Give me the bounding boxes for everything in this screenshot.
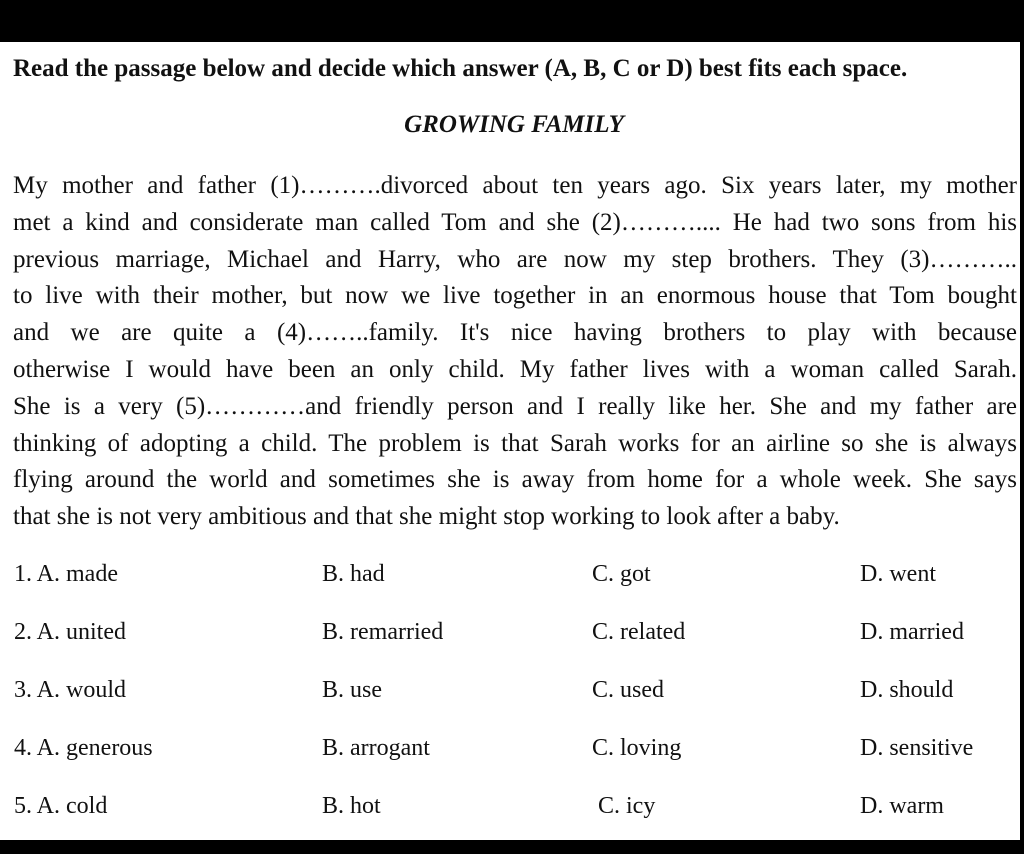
instruction-text: Read the passage below and decide which answer (A, B, C or D) best fits each space. [13, 55, 908, 82]
question-2-row [0, 612, 1020, 670]
answer-options [0, 554, 1020, 840]
question-3-option-d: D. should [860, 677, 954, 703]
passage-line: My mother and father (1)……….divorced about ten years ago. Six years later, my mother [13, 172, 1017, 199]
question-3-row [0, 670, 1020, 728]
passage-text [13, 168, 1017, 536]
question-2-option-a: 2. A. united [14, 619, 126, 645]
passage-line: met a kind and considerate man called Tom and she (2)……….... He had two sons from his [13, 208, 1017, 236]
question-5-row [0, 786, 1020, 840]
question-5-option-a: 5. A. cold [14, 793, 108, 819]
question-3-option-c: C. used [592, 677, 664, 703]
question-5-option-b: B. hot [322, 793, 381, 819]
question-4-row [0, 728, 1020, 786]
question-1-option-d: D. went [860, 561, 936, 587]
question-1-option-c: C. got [592, 561, 651, 587]
passage-title: GROWING FAMILY [404, 111, 624, 138]
passage-line: previous marriage, Michael and Harry, who are now my step brothers. They (3)……….. [13, 245, 1017, 273]
question-4-option-d: D. sensitive [860, 735, 974, 761]
question-1-option-a: 1. A. made [14, 561, 118, 587]
question-1-row [0, 554, 1020, 612]
passage-line: to live with their mother, but now we live together in an enormous house that Tom bought [13, 282, 1017, 310]
worksheet-page [0, 42, 1020, 840]
question-4-option-c: C. loving [592, 735, 682, 761]
question-5-option-d: D. warm [860, 793, 944, 819]
passage-line: She is a very (5)…………and friendly person and I really like her. She and my father are [13, 392, 1017, 420]
passage-line: thinking of adopting a child. The problem is that Sarah works for an airline so she is always [13, 429, 1017, 457]
question-2-option-c: C. related [592, 619, 686, 645]
question-1-option-b: B. had [322, 561, 385, 587]
question-5-option-c: C. icy [598, 793, 656, 819]
question-4-option-b: B. arrogant [322, 735, 430, 761]
passage-line: flying around the world and sometimes she is away from home for a whole week. She says [13, 466, 1017, 494]
passage-line: otherwise I would have been an only child. My father lives with a woman called Sarah. [13, 355, 1017, 383]
question-4-option-a: 4. A. generous [14, 735, 153, 761]
question-2-option-b: B. remarried [322, 619, 444, 645]
question-3-option-a: 3. A. would [14, 677, 127, 703]
question-3-option-b: B. use [322, 677, 382, 703]
question-2-option-d: D. married [860, 619, 964, 645]
passage-line: that she is not very ambitious and that she might stop working to look after a baby. [13, 503, 840, 531]
passage-line: and we are quite a (4)……..family. It's nice having brothers to play with because [13, 319, 1017, 347]
